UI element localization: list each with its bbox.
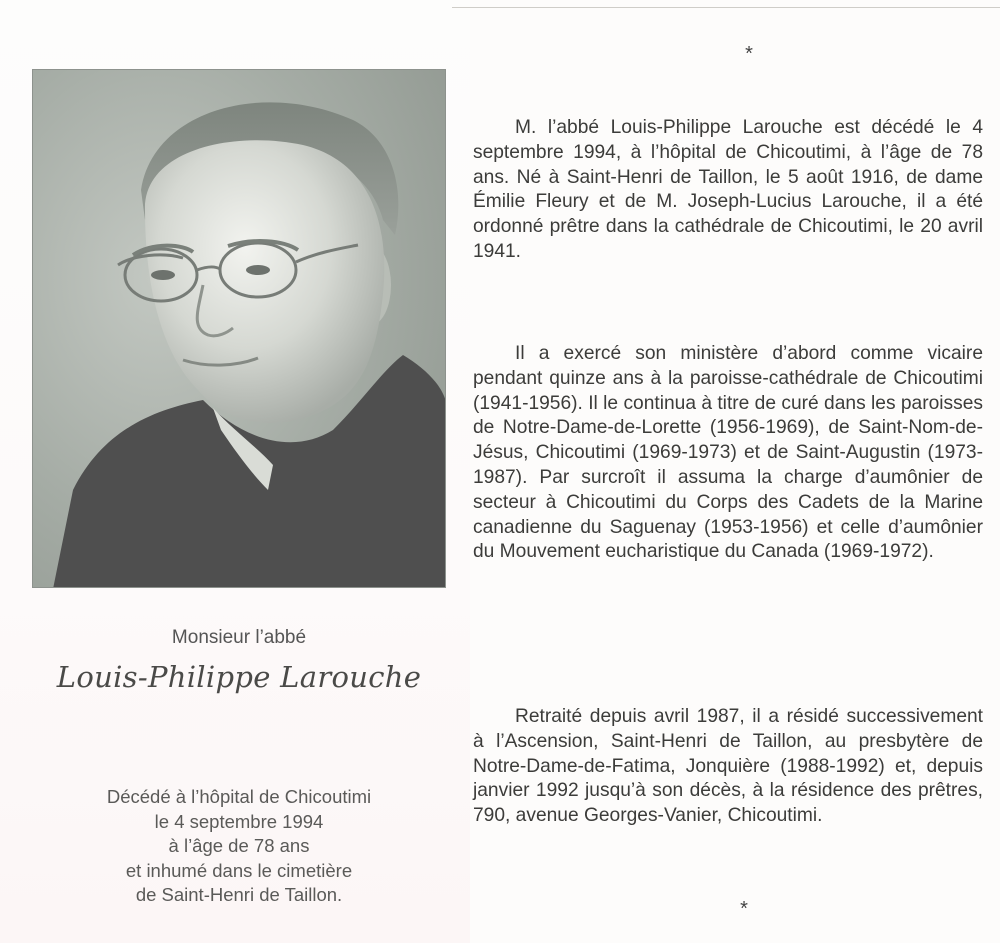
death-notice-line: de Saint-Henri de Taillon. (135, 884, 343, 905)
death-notice-line: à l’âge de 78 ans (168, 835, 310, 856)
death-notice-line: et inhumé dans le cimetière (125, 859, 353, 881)
top-divider (452, 7, 1000, 8)
asterisk-ornament-top: * (745, 43, 753, 65)
paragraph-text: Retraité depuis avril 1987, il a résidé successivement à l’Ascension, Saint-Henri de Taillon, au presbytère de Notre-Dame-de-Fatima, Jonquière (1988-1992) et, depuis janvier 1992 jusqu’à son décès, à la résidence des prêtres, 790, avenue Georges-Vanier, Chicoutimi. (473, 706, 983, 827)
right-eye (246, 265, 270, 275)
honorific-title: Monsieur l’abbé (171, 627, 307, 648)
portrait-illustration (33, 70, 446, 588)
portrait-photo (32, 69, 446, 588)
death-notice (32, 785, 446, 908)
paragraph-text: Il a exercé son ministère d’abord comme vicaire pendant quinze ans à la paroisse-cathédrale de Chicoutimi (1941-1956). Il le continua à titre de curé dans les paroisses de Notre-Dame-de-Lorette (1956-1969), de Saint-Nom-de-Jésus, Chicoutimi (1969-1973) et de Saint-Augustin (1973-1987). Par surcroît il assuma la charge d’aumônier de secteur à Chicoutimi du Corps des Cadets de la Marine canadienne du Saguenay (1953-1956) et celle d’aumônier du Mouvement eucharistique du Canada (1969-1972). (473, 343, 983, 563)
biography-paragraph-3 (473, 705, 983, 829)
biography-paragraph-1 (473, 116, 983, 265)
death-notice-line: Décédé à l’hôpital de Chicoutimi (106, 786, 372, 807)
biography-paragraph-2 (473, 342, 983, 565)
left-eye (151, 270, 175, 280)
asterisk-ornament-bottom: * (740, 898, 748, 920)
death-notice-line: le 4 septembre 1994 (154, 810, 324, 832)
paragraph-text: M. l’abbé Louis-Philippe Larouche est décédé le 4 septembre 1994, à l’hôpital de Chicoutimi, à l’âge de 78 ans. Né à Saint-Henri de Taillon, le 5 août 1916, de dame Émilie Fleury et de M. Joseph-Lucius Larouche, il a été ordonné prêtre dans la cathédrale de Chicoutimi, le 20 avril 1941. (473, 117, 983, 262)
deceased-name: Louis-Philippe Larouche (56, 660, 422, 694)
